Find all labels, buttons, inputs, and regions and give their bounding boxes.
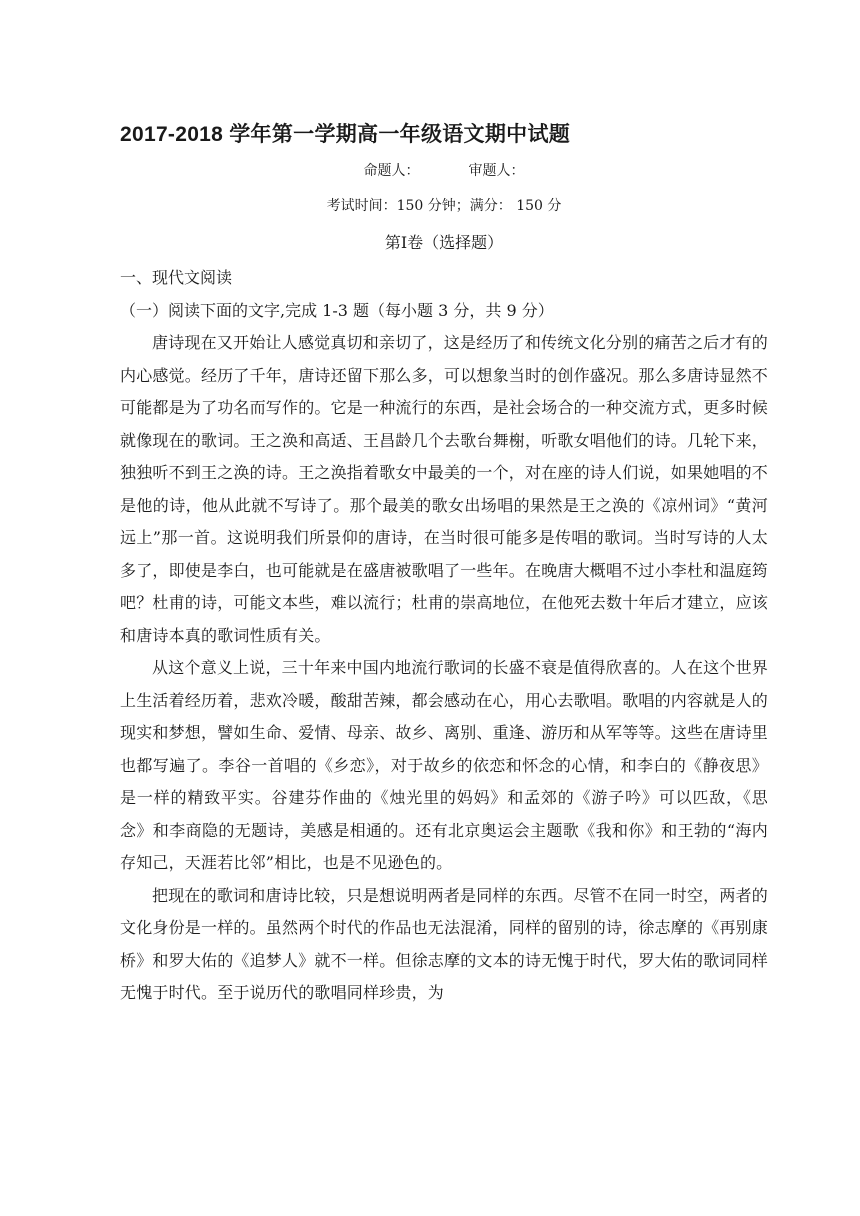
section-subheading: （一）阅读下面的文字,完成 1-3 题（每小题 3 分，共 9 分）	[120, 301, 554, 320]
passage-paragraph-3: 把现在的歌词和唐诗比较，只是想说明两者是同样的东西。尽管不在同一时空，两者的文化身份是一样的。虽然两个时代的作品也无法混淆，同样的留别的诗，徐志摩的《再别康桥》和罗大佑的《追梦人》就不一样。但徐志摩的文本的诗无愧于时代，罗大佑的歌词同样无愧于时代。至于说历代的歌唱同样珍贵，为	[120, 885, 769, 1002]
exam-authors	[120, 160, 768, 180]
exam-title: 2017-2018 学年第一学期高一年级语文期中试题	[120, 123, 571, 146]
part-title: 第Ⅰ卷（选择题）	[384, 233, 504, 252]
exam-info: 考试时间：150 分钟；满分： 150 分	[326, 198, 562, 214]
passage-paragraph-1: 唐诗现在又开始让人感觉真切和亲切了，这是经历了和传统文化分别的痛苦之后才有的内心感觉。经历了千年，唐诗还留下那么多，可以想象当时的创作盛况。那么多唐诗显然不可能都是为了功名而写作的。它是一种流行的东西，是社会场合的一种交流方式，更多时候就像现在的歌词。王之涣和高适、王昌龄几个去歌台舞榭，听歌女唱他们的诗。几轮下来，独独听不到王之涣的诗。王之涣指着歌女中最美的一个，对在座的诗人们说，如果她唱的不是他的诗，他从此就不写诗了。那个最美的歌女出场唱的果然是王之涣的《凉州词》“黄河远上”那一首。这说明我们所景仰的唐诗，在当时很可能多是传唱的歌词。当时写诗的人太多了，即使是李白，也可能就是在盛唐被歌唱了一些年。在晚唐大概唱不过小李杜和温庭筠吧？杜甫的诗，可能文本些，难以流行；杜甫的崇高地位，在他死去数十年后才建立，应该和唐诗本真的歌词性质有关。	[120, 333, 769, 645]
section-heading: 一、现代文阅读	[120, 268, 233, 287]
reviewer-label: 审题人：	[468, 163, 525, 179]
passage-paragraph-2: 从这个意义上说，三十年来中国内地流行歌词的长盛不衰是值得欣喜的。人在这个世界上生活着经历着，悲欢冷暖，酸甜苦辣，都会感动在心，用心去歌唱。歌唱的内容就是人的现实和梦想，譬如生命、爱情、母亲、故乡、离别、重逢、游历和从军等等。这些在唐诗里也都写遍了。李谷一首唱的《乡恋》，对于故乡的依恋和怀念的心情，和李白的《静夜思》是一样的精致平实。谷建芬作曲的《烛光里的妈妈》和孟郊的《游子吟》可以匹敌，《思念》和李商隐的无题诗，美感是相通的。还有北京奥运会主题歌《我和你》和王勃的“海内存知己，天涯若比邻”相比，也是不见逊色的。	[120, 658, 769, 872]
author-label: 命题人：	[363, 163, 420, 179]
